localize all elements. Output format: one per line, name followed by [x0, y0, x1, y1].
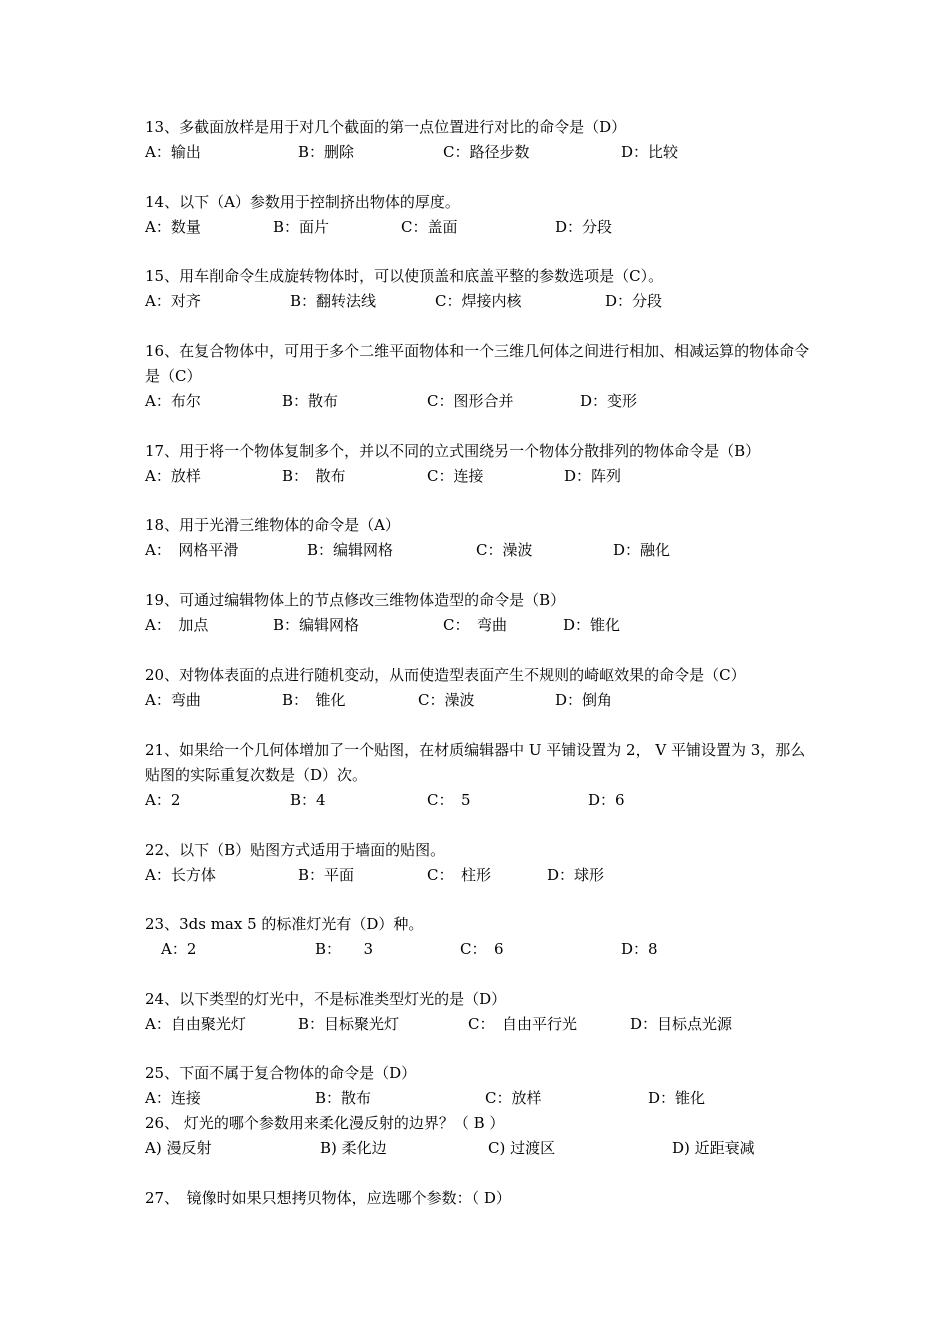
question-stem: 13、多截面放样是用于对几个截面的第一点位置进行对比的命令是（D）	[145, 118, 627, 136]
option-a: A：布尔	[145, 392, 201, 410]
option-b: B：4	[290, 791, 326, 809]
question-15	[145, 264, 820, 314]
option-c: C：放样	[485, 1089, 542, 1107]
option-c: C：连接	[427, 467, 484, 485]
option-a: A：数量	[145, 218, 201, 236]
option-b: B：面片	[273, 218, 330, 236]
option-b: B：删除	[298, 143, 355, 161]
option-row	[145, 538, 820, 563]
option-b: B：平面	[298, 866, 355, 884]
option-b: B：散布	[282, 392, 339, 410]
option-d: D：变形	[580, 392, 638, 410]
question-stem: 21、如果给一个几何体增加了一个贴图，在材质编辑器中 U 平铺设置为 2， V 平铺设置为 3，那么贴图的实际重复次数是（D）次。	[145, 741, 806, 784]
question-22	[145, 838, 820, 888]
option-c: C：澡波	[476, 541, 533, 559]
option-d: D：锥化	[563, 616, 621, 634]
option-a: A：弯曲	[145, 691, 201, 709]
option-d: D：比较	[621, 143, 679, 161]
option-row	[145, 464, 820, 489]
option-row	[145, 1086, 820, 1111]
option-b: B：编辑网格	[307, 541, 394, 559]
question-stem: 19、可通过编辑物体上的节点修改三维物体造型的命令是（B）	[145, 591, 566, 609]
option-a: A：2	[161, 940, 197, 958]
option-c: C： 自由平行光	[468, 1015, 577, 1033]
question-23	[145, 912, 820, 962]
question-19	[145, 588, 820, 638]
question-stem: 18、用于光滑三维物体的命令是（A）	[145, 516, 400, 534]
question-13	[145, 115, 820, 165]
option-d: D：锥化	[648, 1089, 706, 1107]
option-a: A： 加点	[145, 616, 209, 634]
option-c: C： 5	[427, 791, 471, 809]
question-18	[145, 513, 820, 563]
question-25	[145, 1061, 820, 1111]
option-row	[145, 140, 820, 165]
question-20	[145, 663, 820, 713]
option-b: B： 散布	[282, 467, 346, 485]
question-stem: 14、以下（A）参数用于控制挤出物体的厚度。	[145, 193, 460, 211]
question-17	[145, 439, 820, 489]
question-stem: 22、以下（B）贴图方式适用于墙面的贴图。	[145, 841, 446, 859]
option-row	[145, 215, 820, 240]
question-24	[145, 987, 820, 1037]
question-stem: 20、对物体表面的点进行随机变动，从而使造型表面产生不规则的崎岖效果的命令是（C）	[145, 666, 746, 684]
question-stem: 16、在复合物体中，可用于多个二维平面物体和一个三维几何体之间进行相加、相减运算的物体命令是（C）	[145, 342, 810, 385]
option-c: C：图形合并	[427, 392, 514, 410]
question-14	[145, 190, 820, 240]
option-a: A： 网格平滑	[145, 541, 239, 559]
option-row	[145, 289, 820, 314]
option-c: C： 柱形	[427, 866, 491, 884]
option-d: D：分段	[555, 218, 613, 236]
option-d: D：6	[588, 791, 625, 809]
option-c: C：路径步数	[443, 143, 530, 161]
question-stem: 15、用车削命令生成旋转物体时，可以使顶盖和底盖平整的参数选项是（C）。	[145, 267, 664, 285]
question-stem: 25、下面不属于复合物体的命令是（D）	[145, 1064, 417, 1082]
option-a: A：长方体	[145, 866, 216, 884]
option-d: D) 近距衰减	[672, 1139, 755, 1157]
option-a: A：输出	[145, 143, 201, 161]
option-d: D：融化	[613, 541, 671, 559]
option-a: A：放样	[145, 467, 201, 485]
question-stem: 27、 镜像时如果只想拷贝物体，应选哪个参数：（ D）	[145, 1189, 511, 1207]
option-b: B：翻转法线	[290, 292, 377, 310]
option-row	[145, 389, 820, 414]
question-stem: 24、以下类型的灯光中，不是标准类型灯光的是（D）	[145, 990, 507, 1008]
option-row	[145, 613, 820, 638]
option-c: C： 弯曲	[443, 616, 507, 634]
question-26	[145, 1111, 820, 1161]
option-d: D：球形	[547, 866, 605, 884]
option-b: B： 锥化	[282, 691, 346, 709]
option-row	[145, 1136, 820, 1161]
option-c: C：焊接内核	[435, 292, 522, 310]
option-a: A) 漫反射	[145, 1139, 212, 1157]
option-row	[145, 688, 820, 713]
option-c: C：盖面	[401, 218, 458, 236]
question-stem: 23、3ds max 5 的标准灯光有（D）种。	[145, 915, 424, 933]
option-d: D：阵列	[564, 467, 622, 485]
option-a: A：自由聚光灯	[145, 1015, 246, 1033]
question-21	[145, 738, 820, 813]
option-b: B： 3	[315, 940, 374, 958]
question-stem: 17、用于将一个物体复制多个，并以不同的立式围绕另一个物体分散排列的物体命令是（B）	[145, 442, 761, 460]
option-b: B：散布	[315, 1089, 372, 1107]
question-stem: 26、 灯光的哪个参数用来柔化漫反射的边界？（ B ）	[145, 1114, 505, 1132]
option-a: A：2	[145, 791, 181, 809]
option-b: B：编辑网格	[273, 616, 360, 634]
option-b: B：目标聚光灯	[298, 1015, 400, 1033]
option-d: D：8	[621, 940, 658, 958]
option-row	[145, 1012, 820, 1037]
option-d: D：目标点光源	[630, 1015, 733, 1033]
option-d: D：分段	[605, 292, 663, 310]
option-d: D：倒角	[555, 691, 613, 709]
question-27	[145, 1186, 820, 1211]
option-c: C： 6	[460, 940, 504, 958]
option-row	[145, 788, 820, 813]
option-c: C) 过渡区	[488, 1139, 556, 1157]
option-row	[145, 863, 820, 888]
option-row	[145, 937, 820, 962]
option-c: C：澡波	[418, 691, 475, 709]
option-a: A：连接	[145, 1089, 201, 1107]
question-16	[145, 339, 820, 414]
option-a: A：对齐	[145, 292, 201, 310]
option-b: B) 柔化边	[320, 1139, 387, 1157]
